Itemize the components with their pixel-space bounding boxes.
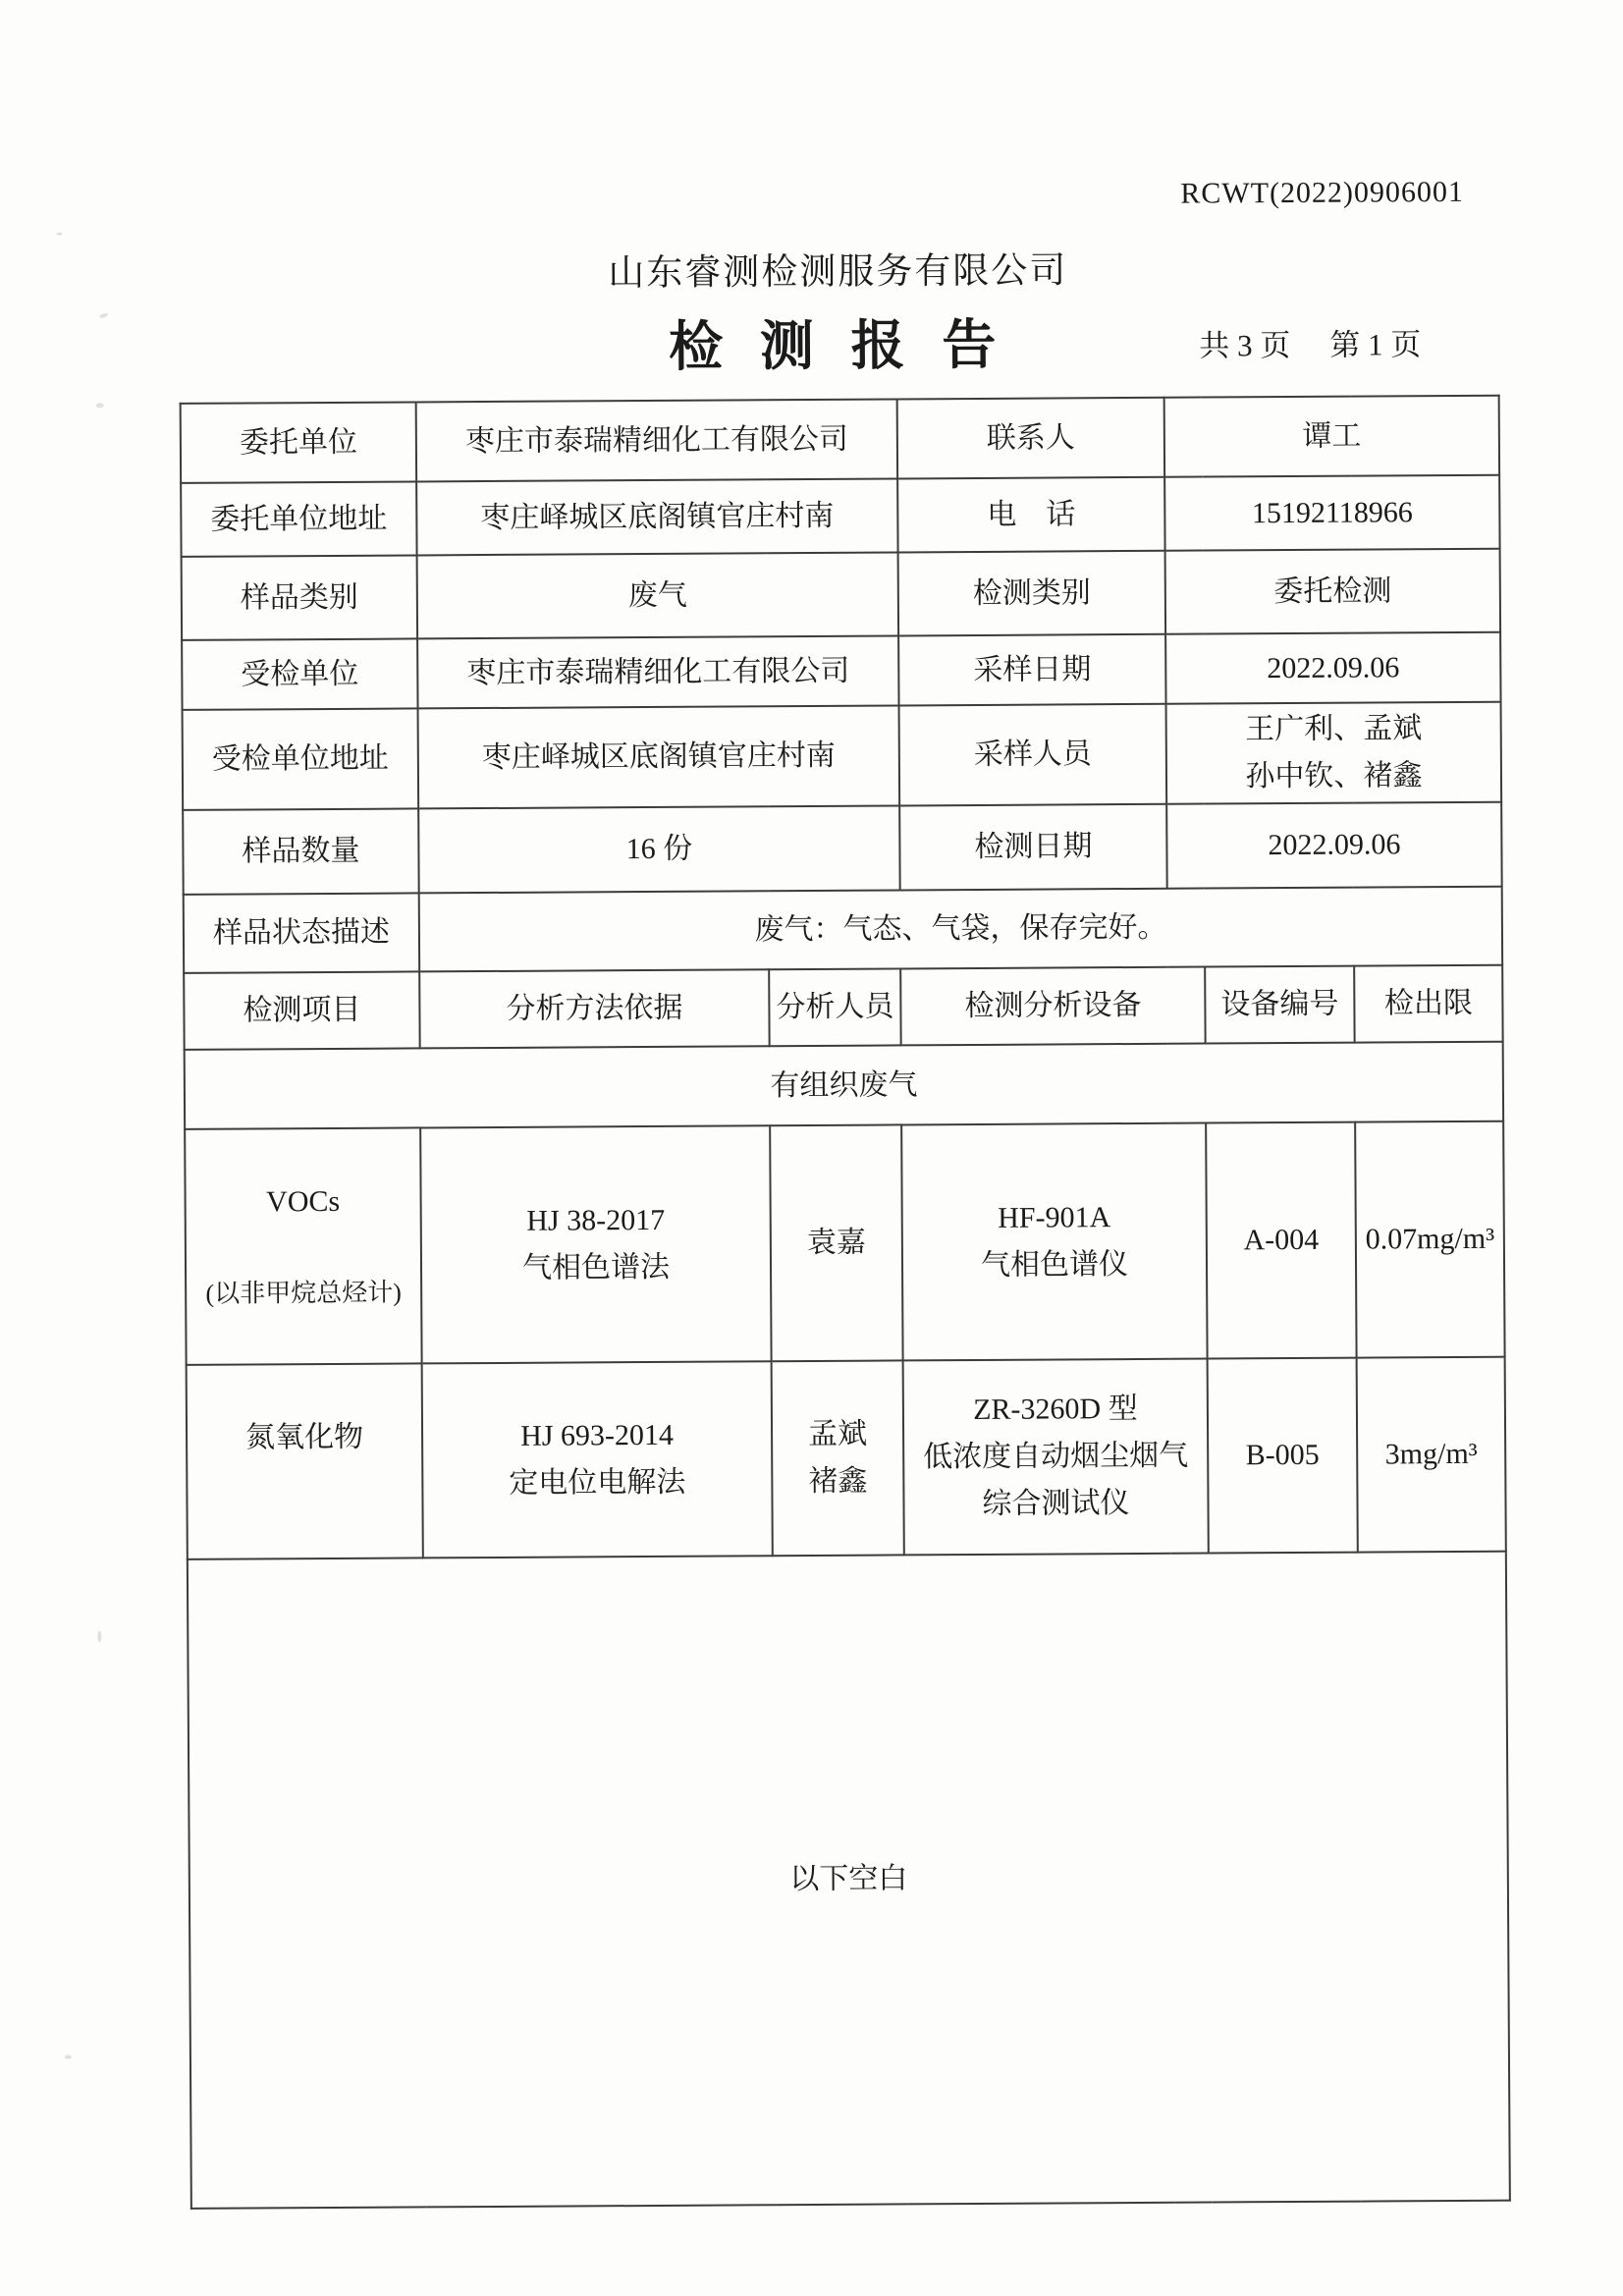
cell-label: 采样日期 <box>898 634 1165 706</box>
scan-speck <box>96 403 104 408</box>
item-name: 氮氧化物 <box>244 1420 364 1454</box>
table-row <box>182 632 1500 710</box>
cell-test-item <box>187 1363 423 1558</box>
column-header: 设备编号 <box>1205 966 1354 1044</box>
cell-method: HJ 38-2017 气相色谱法 <box>420 1125 771 1363</box>
item-qualifier: (以非甲烷总烃计) <box>205 1278 402 1308</box>
cell-value: 废气：气态、气袋，保存完好。 <box>419 887 1502 972</box>
cell-label: 检测日期 <box>899 804 1167 891</box>
column-header: 检测分析设备 <box>900 967 1205 1046</box>
company-name: 山东睿测检测服务有限公司 <box>608 250 1068 295</box>
cell-analyst: 袁嘉 <box>770 1124 902 1360</box>
scan-speck <box>57 233 63 236</box>
cell-label: 样品数量 <box>183 808 419 894</box>
table-row <box>185 1121 1504 1365</box>
cell-label: 样品类别 <box>182 555 418 639</box>
column-header: 分析方法依据 <box>419 969 769 1048</box>
pagination <box>1199 319 1421 364</box>
blank-note: 以下空白 <box>188 1551 1510 2208</box>
table-row <box>185 1042 1504 1129</box>
cell-value: 谭工 <box>1164 396 1500 477</box>
table-row <box>188 1551 1510 2208</box>
cell-value: 枣庄市泰瑞精细化工有限公司 <box>417 635 898 708</box>
cell-test-item <box>185 1127 421 1364</box>
cell-value: 枣庄峄城区底阁镇官庄村南 <box>416 478 897 555</box>
table-row <box>183 802 1502 895</box>
cell-value: 15192118966 <box>1164 475 1499 551</box>
column-header: 检测项目 <box>184 971 419 1049</box>
table-row <box>187 1356 1506 1558</box>
cell-value: 枣庄峄城区底阁镇官庄村南 <box>418 705 900 808</box>
table-row <box>181 396 1500 483</box>
cell-value: 16 份 <box>418 805 900 893</box>
report-number: RCWT(2022)0906001 <box>1180 175 1465 210</box>
item-name: VOCs <box>265 1184 341 1219</box>
cell-detection-limit: 3mg/m³ <box>1357 1356 1506 1552</box>
cell-label: 委托单位 <box>181 402 416 482</box>
cell-value: 2022.09.06 <box>1165 632 1500 704</box>
cell-equipment-no: B-005 <box>1208 1357 1358 1553</box>
cell-label: 受检单位 <box>182 638 417 709</box>
cell-equipment: HF-901A 气相色谱仪 <box>901 1123 1207 1360</box>
scan-speck <box>99 312 109 318</box>
cell-label: 联系人 <box>897 398 1164 479</box>
cell-detection-limit: 0.07mg/m³ <box>1355 1121 1504 1358</box>
scan-speck <box>65 2055 72 2059</box>
column-header: 检出限 <box>1354 965 1503 1043</box>
scan-speck <box>97 1630 101 1642</box>
table-row <box>183 702 1502 810</box>
report-info-table <box>180 395 1511 2210</box>
report-title: 检 测 报 告 <box>668 314 1008 377</box>
cell-value: 委托检测 <box>1165 549 1501 634</box>
cell-label: 受检单位地址 <box>183 708 419 809</box>
table-row <box>182 549 1501 640</box>
cell-analyst: 孟斌 褚鑫 <box>772 1360 904 1556</box>
pages-total: 共 3 页 <box>1199 328 1291 363</box>
cell-label: 样品状态描述 <box>184 893 419 972</box>
cell-method: HJ 693-2014 定电位电解法 <box>422 1361 773 1558</box>
table-row <box>184 887 1502 973</box>
section-header: 有组织废气 <box>185 1042 1504 1129</box>
column-header: 分析人员 <box>769 968 900 1046</box>
cell-value: 枣庄市泰瑞精细化工有限公司 <box>416 399 897 481</box>
cell-equipment: ZR-3260D 型 低浓度自动烟尘烟气 综合测试仪 <box>903 1358 1209 1555</box>
page-current: 第 1 页 <box>1329 327 1422 362</box>
cell-value: 王广利、孟斌 孙中钦、褚鑫 <box>1166 702 1502 804</box>
cell-label: 检测类别 <box>898 551 1166 636</box>
table-row <box>184 965 1502 1050</box>
cell-label: 采样人员 <box>899 704 1167 806</box>
cell-label: 委托单位地址 <box>181 481 416 556</box>
cell-value: 2022.09.06 <box>1166 802 1502 889</box>
cell-value: 废气 <box>417 552 899 638</box>
cell-label: 电 话 <box>897 477 1164 553</box>
table-row <box>181 475 1499 557</box>
cell-equipment-no: A-004 <box>1206 1122 1356 1359</box>
